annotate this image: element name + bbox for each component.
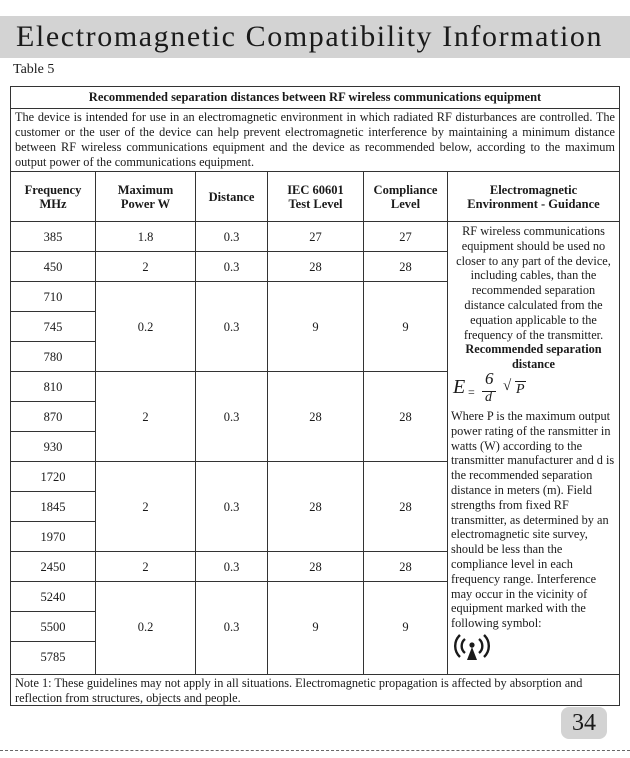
compliance-cell: 9 <box>402 319 409 334</box>
distance-cell: 0.3 <box>223 619 240 634</box>
frequency-cell: 1845 <box>40 499 66 514</box>
guidance-column <box>451 224 616 665</box>
frequency-row-divider <box>11 461 95 462</box>
footnote: Note 1: These guidelines may not apply in all situations. Electromagnetic propagation is affected by absorption and reflection from structures, objects and people. <box>11 674 619 707</box>
group-row-divider <box>95 461 447 462</box>
iec-cell: 9 <box>312 619 319 634</box>
frequency-row-divider <box>11 521 95 522</box>
frequency-cell: 870 <box>43 409 63 424</box>
table-label: Table 5 <box>13 62 55 77</box>
header-frequency-label: Frequency MHz <box>24 182 82 211</box>
frequency-row-divider <box>11 281 95 282</box>
page-title: Electromagnetic Compatibility Information <box>16 20 604 53</box>
intro-paragraph: The device is intended for use in an electromagnetic environment in which radiated RF disturbances are controlled. The customer or the user of the device can help prevent electromagnetic interference by maintaining a minimum distance between RF wireless communications equipment and the device as recommended below, according to the maximum output power of the communications equipment. <box>15 110 615 169</box>
frequency-row-divider <box>11 311 95 312</box>
header-guidance <box>448 172 619 221</box>
frequency-row-divider <box>11 371 95 372</box>
power-cell: 2 <box>142 559 149 574</box>
power-cell: 2 <box>142 259 149 274</box>
distance-cell: 0.3 <box>223 559 240 574</box>
power-cell: 2 <box>142 409 149 424</box>
header-guidance-label: Electromagnetic Environment - Guidance <box>467 182 600 211</box>
frequency-cell: 5500 <box>40 619 66 634</box>
compliance-cell: 28 <box>399 409 412 424</box>
frequency-row-divider <box>11 401 95 402</box>
power-cell: 0.2 <box>137 319 154 334</box>
compliance-cell: 9 <box>402 619 409 634</box>
iec-cell: 9 <box>312 319 319 334</box>
distance-cell: 0.3 <box>223 229 240 244</box>
iec-cell: 28 <box>309 499 322 514</box>
frequency-row-divider <box>11 341 95 342</box>
table-heading: Recommended separation distances between RF wireless communications equipment <box>11 87 619 109</box>
formula-equals: = <box>468 384 475 399</box>
frequency-row-divider <box>11 611 95 612</box>
header-distance-label: Distance <box>208 189 255 204</box>
header-compliance-label: Compliance Level <box>373 182 438 211</box>
guidance-text: RF wireless communications equipment should be used no closer to any part of the device, including cables, than the recommended separation distance calculated from the equation applicable to the frequency of the transmitter. <box>456 224 611 342</box>
frequency-cell: 710 <box>43 289 63 304</box>
header-power <box>96 172 195 221</box>
frequency-cell: 385 <box>43 229 63 244</box>
rf-radiation-icon <box>454 633 490 661</box>
header-power-label: Maximum Power W <box>117 182 174 211</box>
separation-formula <box>451 368 616 408</box>
frequency-cell: 1720 <box>40 469 66 484</box>
iec-cell: 28 <box>309 409 322 424</box>
power-cell: 2 <box>142 499 149 514</box>
group-row-divider <box>95 371 447 372</box>
formula-lhs: E <box>453 375 466 398</box>
frequency-cell: 450 <box>43 259 63 274</box>
power-cell: 0.2 <box>137 619 154 634</box>
iec-cell: 28 <box>309 559 322 574</box>
distance-cell: 0.3 <box>223 499 240 514</box>
distance-cell: 0.3 <box>223 409 240 424</box>
title-bar <box>0 16 630 58</box>
col-divider <box>447 172 448 674</box>
group-row-divider <box>95 551 447 552</box>
compliance-cell: 27 <box>399 229 412 244</box>
distance-cell: 0.3 <box>223 259 240 274</box>
formula-numerator: 6 <box>485 368 494 388</box>
frequency-row-divider <box>11 551 95 552</box>
frequency-cell: 745 <box>43 319 63 334</box>
header-distance <box>196 172 267 221</box>
header-iec <box>268 172 363 221</box>
guidance-text-2: Where P is the maximum output power rating of the ransmitter in watts (W) according to the transmitter manufacturer and d is the recommended separation distance in meters (m). Field strengths from fixed RF transmitter, as determined by an electromagnetic site survey, should be less than the compliance level in each frequency range. Interference may occur in the vicinity of equipment marked with the following symbol: <box>451 408 615 631</box>
frequency-row-divider <box>11 491 95 492</box>
header-compliance <box>364 172 447 221</box>
frequency-cell: 810 <box>43 379 63 394</box>
frequency-cell: 5240 <box>40 589 66 604</box>
frequency-row-divider <box>11 251 95 252</box>
frequency-row-divider <box>11 431 95 432</box>
guidance-subheading: Recommended separation distance <box>465 342 602 372</box>
iec-cell: 27 <box>309 229 322 244</box>
footer-divider <box>0 750 630 751</box>
group-row-divider <box>95 281 447 282</box>
power-cell: 1.8 <box>137 229 154 244</box>
distance-cell: 0.3 <box>223 319 240 334</box>
compliance-cell: 28 <box>399 559 412 574</box>
data-grid <box>11 171 619 674</box>
compliance-cell: 28 <box>399 499 412 514</box>
frequency-cell: 2450 <box>40 559 66 574</box>
frequency-cell: 5785 <box>40 649 66 664</box>
iec-cell: 28 <box>309 259 322 274</box>
frequency-cell: 930 <box>43 439 63 454</box>
frequency-row-divider <box>11 581 95 582</box>
frequency-cell: 1970 <box>40 529 66 544</box>
frequency-cell: 780 <box>43 349 63 364</box>
header-frequency <box>11 172 95 221</box>
compliance-cell: 28 <box>399 259 412 274</box>
emc-table <box>10 86 620 706</box>
formula-radicand: P <box>516 381 525 397</box>
group-row-divider <box>95 581 447 582</box>
header-iec-label: IEC 60601 Test Level <box>287 182 344 211</box>
page-number: 34 <box>561 707 607 739</box>
formula-denominator: d <box>485 389 492 405</box>
sqrt-icon: √ <box>503 377 512 394</box>
group-row-divider <box>95 251 447 252</box>
frequency-row-divider <box>11 641 95 642</box>
